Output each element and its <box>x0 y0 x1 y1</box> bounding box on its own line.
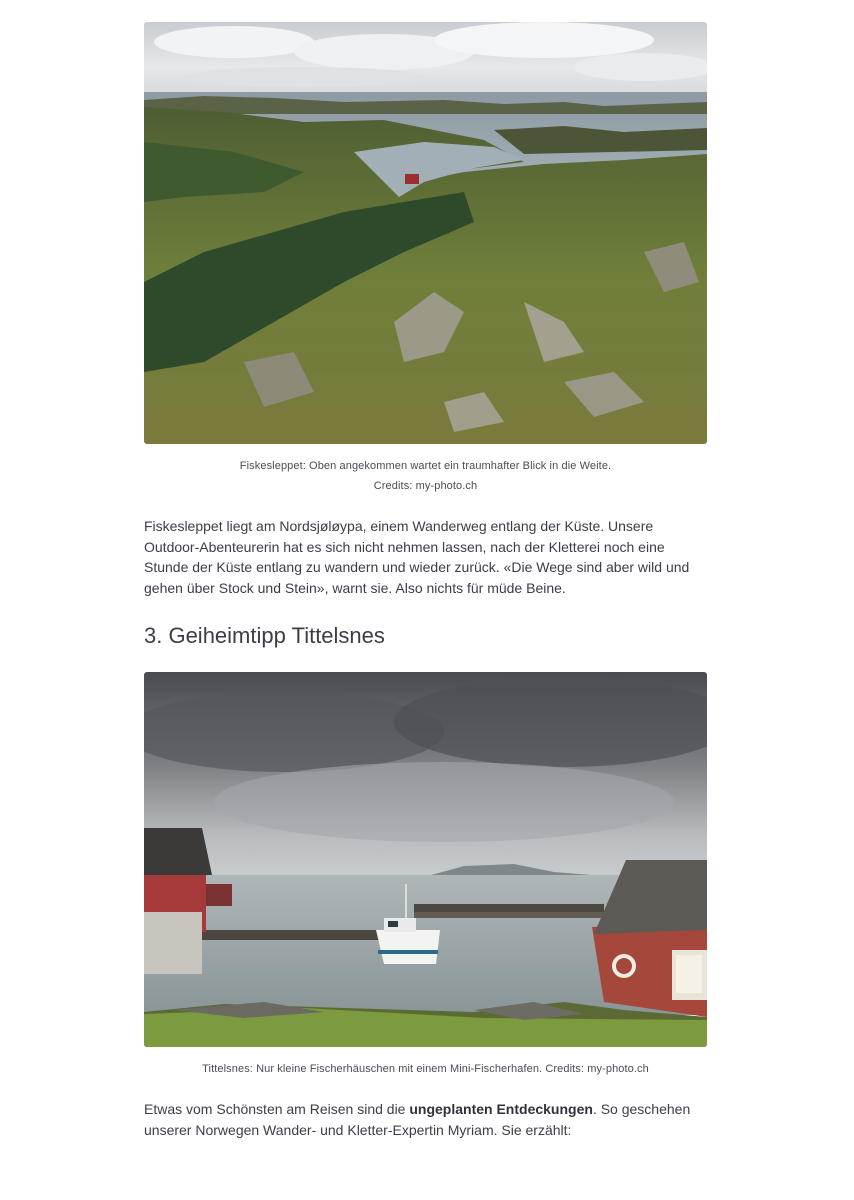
figure-tittelsnes <box>144 672 707 1079</box>
tittelsnes-photo[interactable] <box>144 672 707 1047</box>
fiskesleppet-photo[interactable] <box>144 22 707 444</box>
caption-line: Fiskesleppet: Oben angekommen wartet ein traumhafter Blick in die Weite. <box>239 460 612 472</box>
figure-caption <box>144 456 707 496</box>
caption-credits: Credits: my-photo.ch <box>373 480 478 492</box>
section-heading: 3. Geiheimtipp Tittelsnes <box>144 623 385 648</box>
paragraph-emphasis: ungeplanten Entdeckungen <box>409 1101 593 1117</box>
figure-fiskesleppet <box>144 22 707 496</box>
paragraph-text: . So geschehen unserer Norwegen Wander- und Kletter-Expertin Myriam. Sie erzählt: <box>144 1101 691 1138</box>
body-paragraph: Fiskesleppet liegt am Nordsjøløypa, einem Wanderweg entlang der Küste. Unsere Outdoor-Abenteurerin hat es sich nicht nehmen lassen, nach der Kletterei noch eine Stunde der Küste entlang zu wandern und wieder zurück. «Die Wege sind aber wild und gehen über Stock und Stein», warnt sie. Also nichts für müde Beine. <box>144 518 690 596</box>
caption-line: Tittelsnes: Nur kleine Fischerhäuschen mit einem Mini-Fischerhafen. Credits: my-photo.ch <box>202 1063 649 1075</box>
paragraph-text: Etwas vom Schönsten am Reisen sind die <box>144 1101 410 1117</box>
figure-caption <box>144 1059 707 1079</box>
body-paragraph-intro <box>144 1099 707 1140</box>
